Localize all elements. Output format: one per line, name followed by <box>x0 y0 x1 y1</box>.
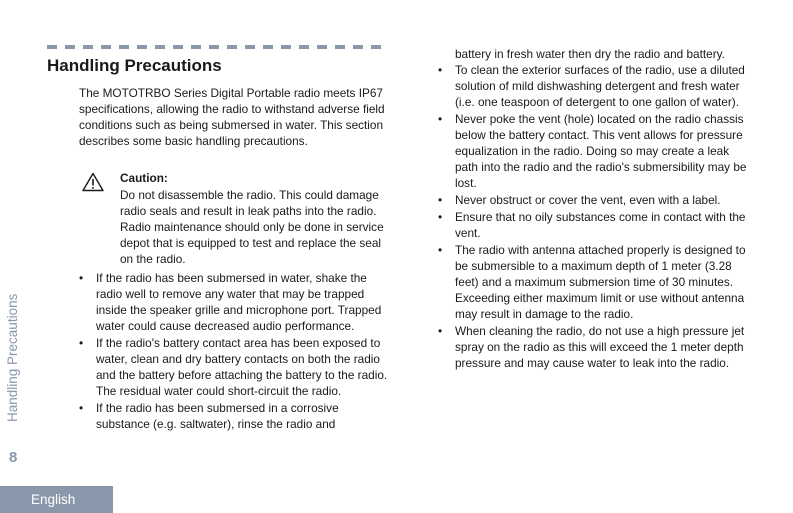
list-item: • To clean the exterior surfaces of the radio, use a diluted solution of mild dishwashing detergent and fresh water (i.e. one teaspoon of detergent to one gallon of water). <box>438 62 750 110</box>
warning-triangle-icon <box>82 172 104 192</box>
list-item: • If the radio has been submersed in a corrosive substance (e.g. saltwater), rinse the radio and <box>79 400 389 432</box>
list-item: • If the radio has been submersed in water, shake the radio well to remove any water that may be trapped inside the speaker grille and microphone port. Trapped water could cause decreased audio performance. <box>79 270 389 334</box>
page-number: 8 <box>9 449 18 466</box>
sidebar-section-label: Handling Precautions <box>5 293 20 422</box>
section-title: Handling Precautions <box>47 56 222 75</box>
list-item: • The radio with antenna attached properly is designed to be submersible to a maximum depth of 1 meter (3.28 feet) and a maximum submersion time of 30 minutes. Exceeding either maximum limit or use without antenna may result in damage to the radio. <box>438 242 750 322</box>
language-tab: English <box>0 486 113 513</box>
right-bullet-list <box>438 62 750 372</box>
section-divider <box>47 45 389 49</box>
caution-text: Do not disassemble the radio. This could damage radio seals and result in leak paths into the radio. Radio maintenance should only be done in service depot that is equipped to test and replace the seal on the radio. <box>120 188 384 266</box>
caution-title: Caution: <box>120 171 168 185</box>
list-item: • Never obstruct or cover the vent, even with a label. <box>438 192 750 208</box>
intro-paragraph: The MOTOTRBO Series Digital Portable radio meets IP67 specifications, allowing the radio to withstand adverse field conditions such as being submersed in water. This section describes some basic handling precautions. <box>79 86 385 148</box>
continued-bullet-text: battery in fresh water then dry the radio and battery. <box>455 47 725 61</box>
list-item: • Ensure that no oily substances come in contact with the vent. <box>438 209 750 241</box>
list-item: • Never poke the vent (hole) located on the radio chassis below the battery contact. This vent allows for pressure equalization in the radio. Doing so may create a leak path into the radio and the radio's submersibility may be lost. <box>438 111 750 191</box>
list-item: • When cleaning the radio, do not use a high pressure jet spray on the radio as this will exceed the 1 meter depth pressure and may cause water to leak into the radio. <box>438 323 750 371</box>
left-bullet-list <box>79 270 389 433</box>
list-item: • If the radio's battery contact area has been exposed to water, clean and dry battery contacts on both the radio and the battery before attaching the battery to the radio. The residual water could short-circuit the radio. <box>79 335 389 399</box>
